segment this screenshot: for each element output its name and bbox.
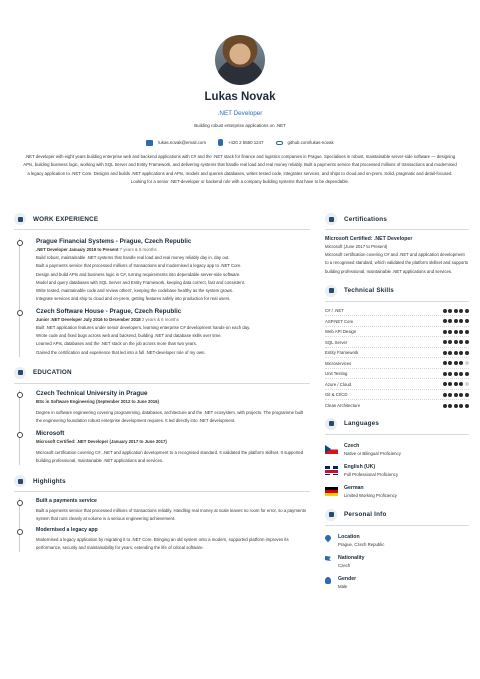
rating-dot — [454, 404, 458, 408]
contact-phone-text: +420 2 5550 1247 — [227, 140, 264, 145]
timeline-bullet — [17, 529, 23, 535]
certification-name: Microsoft Certified: .NET Developer — [325, 236, 413, 242]
skill-row — [325, 358, 469, 369]
job-duration: 2 years & 6 months — [141, 316, 179, 322]
rating-dot — [443, 372, 447, 376]
section-title: Languages — [344, 420, 380, 428]
skill-name: Git & CI/CD — [325, 392, 348, 398]
rating-dot — [448, 340, 452, 344]
section-title: Certifications — [344, 215, 388, 223]
skill-name: Unit Testing — [325, 371, 348, 377]
highlight-text: Modernised a legacy application by migrating it to .NET Core. Bringing an old system onto a modern, supported platform improves its performance, security and maintainability for years, extending the life of critical software. — [36, 536, 289, 551]
uk-flag-icon — [325, 466, 338, 475]
tools-icon — [325, 285, 337, 297]
section-title: WORK EXPERIENCE — [33, 215, 99, 223]
timeline-bullet — [17, 240, 23, 246]
candidate-name: Lukas Novak — [204, 91, 276, 103]
skill-row — [325, 379, 469, 390]
language-level: Native or Bilingual Proficiency — [344, 450, 401, 456]
id-card-icon — [325, 509, 337, 521]
personal-info-value: Prague, Czech Republic — [338, 541, 385, 547]
rating-dot — [465, 393, 469, 397]
rating-dot — [454, 340, 458, 344]
rating-dot — [443, 340, 447, 344]
location-icon — [324, 534, 332, 542]
skill-row — [325, 316, 469, 327]
job-bullet: Write tested, maintainable code and review others', keeping the codebase healthy as the system grows. — [36, 288, 234, 294]
experience-entry — [36, 238, 310, 304]
left-column — [14, 212, 310, 552]
rating-dot — [459, 393, 463, 397]
personal-info-section — [325, 508, 469, 589]
skill-rating — [443, 309, 469, 313]
email-icon — [146, 140, 153, 146]
highlight-text: Built a payments service that processed millions of transactions reliably. Handling real money at scale leaves no room for error, so a payments system that runs cleanly at volume is a serious engineering achievement. — [36, 508, 307, 522]
highlight-entry — [36, 498, 310, 524]
rating-dot — [465, 372, 469, 376]
highlights-timeline — [19, 498, 310, 552]
job-bullet: Built a payments service that processed millions of transactions and modernised a legacy app to .NET Core. — [36, 263, 242, 269]
skill-name: Web API Design — [325, 329, 357, 335]
education-description: Microsoft certification covering C#, .NET and application development to a recognised standard. It validated the platform skillset. It supported building professional, maintainable .NET applications and services. — [36, 449, 304, 463]
rating-dot — [459, 309, 463, 313]
globe-icon — [325, 418, 337, 430]
person-icon — [325, 577, 331, 584]
rating-dot — [459, 361, 463, 365]
certification-dates: Microsoft (June 2017 to Present) — [325, 244, 388, 249]
rating-dot — [465, 319, 469, 323]
rating-dot — [454, 351, 458, 355]
rating-dot — [459, 382, 463, 386]
rating-dot — [448, 404, 452, 408]
rating-dot — [443, 393, 447, 397]
timeline-bullet — [17, 432, 23, 438]
job-bullet: Build robust, maintainable .NET systems that handle real load and real money reliably day in, day out. — [36, 255, 230, 260]
section-divider — [325, 229, 469, 230]
job-meta — [36, 317, 310, 322]
certifications-section — [325, 212, 469, 276]
section-title: Personal Info — [344, 511, 387, 519]
school-name: Czech Technical University in Prague — [36, 389, 148, 397]
section-title: EDUCATION — [33, 369, 72, 377]
rating-dot — [454, 361, 458, 365]
link-icon — [276, 141, 283, 145]
graduation-cap-icon — [14, 367, 26, 379]
language-item — [325, 485, 469, 498]
highlights-section — [14, 474, 310, 552]
skill-name: Entity Framework — [325, 350, 359, 356]
language-level: Full Professional Proficiency — [344, 471, 398, 477]
timeline-bullet — [17, 310, 23, 316]
degree-meta — [36, 439, 310, 444]
rating-dot — [459, 319, 463, 323]
rating-dot — [443, 319, 447, 323]
rating-dot — [465, 330, 469, 334]
education-entry — [36, 430, 310, 466]
job-bullets — [36, 324, 310, 357]
contact-email-text: lukas.novak@email.com — [158, 140, 206, 145]
company-name: Czech Software House - Prague, Czech Republic — [36, 307, 182, 315]
rating-dot — [459, 340, 463, 344]
rating-dot — [465, 404, 469, 408]
job-meta — [36, 247, 310, 252]
rating-dot — [465, 382, 469, 386]
skill-name: Azure / Cloud — [325, 381, 352, 387]
contact-email[interactable] — [146, 140, 206, 146]
rating-dot — [443, 330, 447, 334]
degree-name: BSc in Software Engineering — [36, 398, 95, 404]
rating-dot — [465, 340, 469, 344]
rating-dot — [459, 351, 463, 355]
section-divider — [14, 491, 310, 492]
phone-icon — [218, 139, 223, 146]
section-divider — [325, 525, 469, 526]
language-item — [325, 443, 469, 456]
highlight-title: Built a payments service — [36, 498, 97, 505]
timeline-bullet — [17, 392, 23, 398]
education-section — [14, 366, 310, 465]
rating-dot — [454, 330, 458, 334]
school-name: Microsoft — [36, 429, 65, 437]
personal-info-item — [325, 576, 469, 589]
rating-dot — [465, 361, 469, 365]
rating-dot — [448, 319, 452, 323]
company-name: Prague Financial Systems - Prague, Czech Republic — [36, 238, 192, 245]
experience-entry — [36, 308, 310, 357]
contact-phone[interactable] — [218, 139, 264, 146]
skill-rating — [443, 393, 469, 397]
job-bullets — [36, 254, 310, 304]
rating-dot — [465, 309, 469, 313]
rating-dot — [459, 330, 463, 334]
degree-dates: (September 2012 to June 2016) — [95, 398, 159, 404]
section-divider — [14, 229, 310, 230]
contact-website[interactable] — [276, 140, 334, 145]
contact-website-text: github.com/lukas-novak — [287, 140, 334, 145]
section-divider — [325, 434, 469, 435]
rating-dot — [448, 382, 452, 386]
language-name: German — [344, 484, 364, 491]
degree-name: Microsoft Certified: .NET Developer — [36, 438, 109, 444]
skill-name: C# / .NET — [325, 308, 344, 314]
profile-summary: .NET developer with eight years building enterprise web and backend applications with C# and the .NET stack for finance and logistics companies in Prague. Specialises in robust, maintainable server-side software — designing APIs, building business logic, working with SQL Server and Entity Framework, and delivering systems that handle real load and real money reliably. Built a payments service that processed millions of transactions and modernised a legacy application to .NET Core. Designs and builds .NET applications and APIs, models and queries databases, writes tested code, integrates services, and ships to cloud and on-prem. Solid, pragmatic and detail-focused. Looking for a senior .NET-developer or backend role with a company building systems that have to be dependable. — [23, 154, 457, 185]
job-dates: July 2016 to December 2018 — [83, 316, 141, 322]
job-bullet: Built .NET application features under senior developers, learning enterprise C# development hands-on each day. — [36, 324, 251, 330]
czech-flag-icon — [325, 445, 338, 454]
rating-dot — [443, 309, 447, 313]
candidate-role: .NET Developer — [217, 110, 263, 117]
job-bullet: Gained the certification and experience that led into a full .NET-developer role of my own. — [36, 349, 206, 355]
rating-dot — [443, 351, 447, 355]
candidate-tagline: Building robust enterprise applications on .NET — [194, 123, 286, 128]
flag-icon — [325, 556, 331, 562]
personal-info-item — [325, 555, 469, 568]
skill-name: Microservices — [325, 360, 352, 366]
skill-row — [325, 390, 469, 401]
rating-dot — [448, 309, 452, 313]
rating-dot — [454, 309, 458, 313]
rating-dot — [448, 361, 452, 365]
job-bullet: Wrote code and fixed bugs across web and backend, building .NET and database skills over time. — [36, 333, 222, 339]
work-experience-section — [14, 212, 310, 357]
skill-rating — [443, 372, 469, 376]
rating-dot — [448, 351, 452, 355]
language-item — [325, 464, 469, 477]
skill-row — [325, 400, 469, 411]
certificate-icon — [325, 213, 337, 225]
german-flag-icon — [325, 487, 338, 496]
languages-section — [325, 417, 469, 498]
personal-info-label: Location — [338, 533, 360, 540]
skill-rating — [443, 330, 469, 334]
job-duration: 7 years & 6 months — [119, 247, 157, 252]
language-name: English (UK) — [344, 463, 376, 470]
skill-rating — [443, 340, 469, 344]
rating-dot — [443, 382, 447, 386]
job-dates: January 2019 to Present — [68, 247, 119, 252]
experience-timeline — [19, 238, 310, 357]
rating-dot — [454, 319, 458, 323]
language-name: Czech — [344, 442, 360, 449]
highlight-title: Modernised a legacy app — [36, 526, 98, 533]
education-timeline — [19, 390, 310, 465]
right-column — [325, 212, 469, 589]
skill-rating — [443, 361, 469, 365]
job-role: .NET Developer — [36, 247, 68, 252]
rating-dot — [454, 393, 458, 397]
personal-info-item — [325, 534, 469, 547]
skill-name: SQL Server — [325, 339, 348, 345]
personal-info-label: Nationality — [338, 554, 365, 561]
rating-dot — [459, 372, 463, 376]
section-title: Technical Skills — [344, 287, 394, 295]
certification-description: Microsoft certification covering C# and .NET and application development to a recognised standard, which validated the platform skillset and supports building professional, maintainable .NET applications and services. — [325, 252, 469, 274]
skill-row — [325, 369, 469, 380]
job-bullet: Integrate services and ship to cloud and on-prem, getting features safely into production for real users. — [36, 296, 231, 302]
briefcase-icon — [14, 213, 26, 225]
rating-dot — [448, 330, 452, 334]
rating-dot — [443, 404, 447, 408]
skill-rating — [443, 404, 469, 408]
skill-rating — [443, 319, 469, 323]
section-divider — [14, 383, 310, 384]
personal-info-label: Gender — [338, 575, 357, 582]
contact-bar — [0, 139, 480, 146]
personal-info-value: Czech — [338, 562, 351, 568]
job-role: Junior .NET Developer — [36, 316, 83, 322]
rating-dot — [448, 372, 452, 376]
degree-dates: (January 2017 to June 2017) — [109, 438, 167, 444]
personal-info-value: Male — [338, 583, 348, 589]
education-description: Degree in software engineering covering programming, databases, architecture and the .NET ecosystem, with projects. The programme built the engineering foundation robust enterprise development requires. It led directly into .NET development. — [36, 409, 304, 424]
timeline-bullet — [17, 500, 23, 506]
job-bullet: Learned APIs, databases and the .NET stack on the job across more than two years. — [36, 341, 197, 347]
star-icon — [14, 475, 26, 487]
rating-dot — [465, 351, 469, 355]
job-bullet: Design and build APIs and business logic in C#, turning requirements into dependable server-side software. — [36, 271, 241, 277]
rating-dot — [459, 404, 463, 408]
skill-rating — [443, 382, 469, 386]
language-level: Limited Working Proficiency — [344, 492, 397, 498]
rating-dot — [448, 393, 452, 397]
skill-name: ASP.NET Core — [325, 318, 354, 324]
degree-meta — [36, 399, 310, 404]
section-divider — [325, 301, 469, 302]
skill-row — [325, 348, 469, 359]
technical-skills-section — [325, 284, 469, 411]
skill-row — [325, 337, 469, 348]
section-title: Highlights — [33, 477, 66, 485]
rating-dot — [454, 382, 458, 386]
skills-list — [325, 306, 469, 411]
job-bullet: Model and query databases with SQL Server and Entity Framework, keeping data correct, fast and consistent. — [36, 279, 246, 285]
education-entry — [36, 390, 310, 426]
skill-name: Clean Architecture — [325, 403, 361, 409]
skill-row — [325, 306, 469, 317]
rating-dot — [443, 361, 447, 365]
profile-photo — [215, 35, 265, 85]
rating-dot — [454, 372, 458, 376]
skill-rating — [443, 351, 469, 355]
skill-row — [325, 327, 469, 338]
highlight-entry — [36, 527, 310, 553]
